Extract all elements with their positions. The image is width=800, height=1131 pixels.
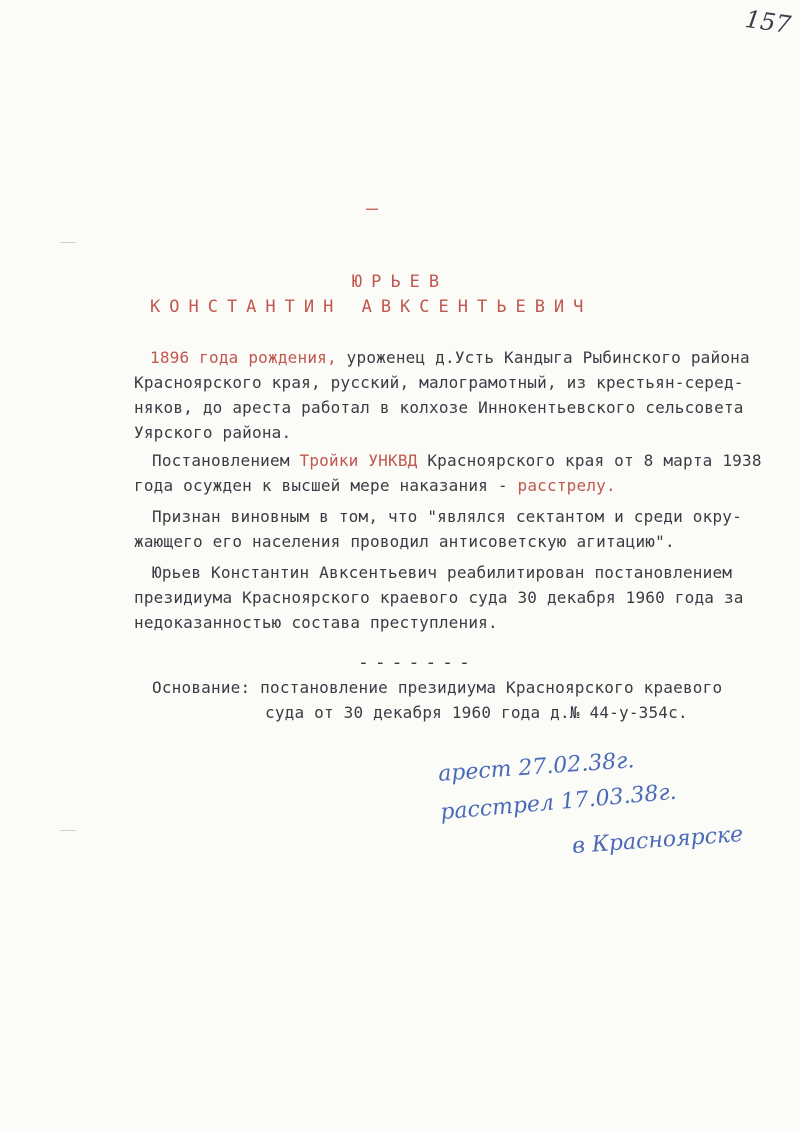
sentence-end: Красноярского края от 8 марта 1938: [417, 451, 762, 470]
sentence-verdict: расстрелу.: [517, 476, 616, 495]
paragraph-4-line-2: президиума Красноярского краевого суда 30 декабря 1960 года за: [134, 588, 744, 607]
fold-mark: [60, 242, 76, 243]
troika-text: Тройки УНКВД: [299, 451, 418, 470]
sentence-start: Постановлением: [152, 451, 300, 470]
paragraph-3-line-2: жающего его населения проводил антисоветскую агитацию".: [134, 532, 675, 551]
paragraph-4-line-1: Юрьев Константин Авксентьевич реабилитирован постановлением: [152, 563, 733, 582]
person-fullname: КОНСТАНТИН АВКСЕНТЬЕВИЧ: [150, 297, 593, 317]
separator-line: -------: [358, 652, 476, 673]
handwritten-place: в Красноярске: [571, 822, 744, 859]
page-number: 157: [743, 4, 793, 40]
paragraph-2-line-1: [152, 449, 762, 473]
basis-line-2: суда от 30 декабря 1960 года д.№ 44-у-354с.: [265, 703, 688, 722]
birth-year: 1896 года рождения,: [150, 348, 337, 367]
basis-line-1: Основание: постановление президиума Красноярского краевого: [152, 678, 723, 697]
top-dash: –: [366, 196, 379, 220]
paragraph-1-line-4: Уярского района.: [134, 423, 292, 442]
paragraph-1-line-3: няков, до ареста работал в колхозе Иннокентьевского сельсовета: [134, 398, 744, 417]
paragraph-4-line-3: недоказанностью состава преступления.: [134, 613, 498, 632]
handwritten-arrest-date: арест 27.02.38г.: [437, 748, 636, 787]
birthplace-text: уроженец д.Усть Кандыга Рыбинского района: [346, 348, 750, 367]
paragraph-1-line-1: [150, 346, 750, 370]
person-surname: ЮРЬЕВ: [351, 272, 449, 292]
paragraph-3-line-1: Признан виновным в том, что "являлся сектантом и среди окру-: [152, 507, 742, 526]
fold-mark: [60, 830, 76, 831]
sentence-start: года осужден к высшей мере наказания -: [134, 476, 518, 495]
paragraph-1-line-2: Красноярского края, русский, малограмотный, из крестьян-серед-: [134, 373, 744, 392]
handwritten-execution-date: расстрел 17.03.38г.: [439, 779, 678, 826]
paragraph-2-line-2: [134, 474, 616, 498]
